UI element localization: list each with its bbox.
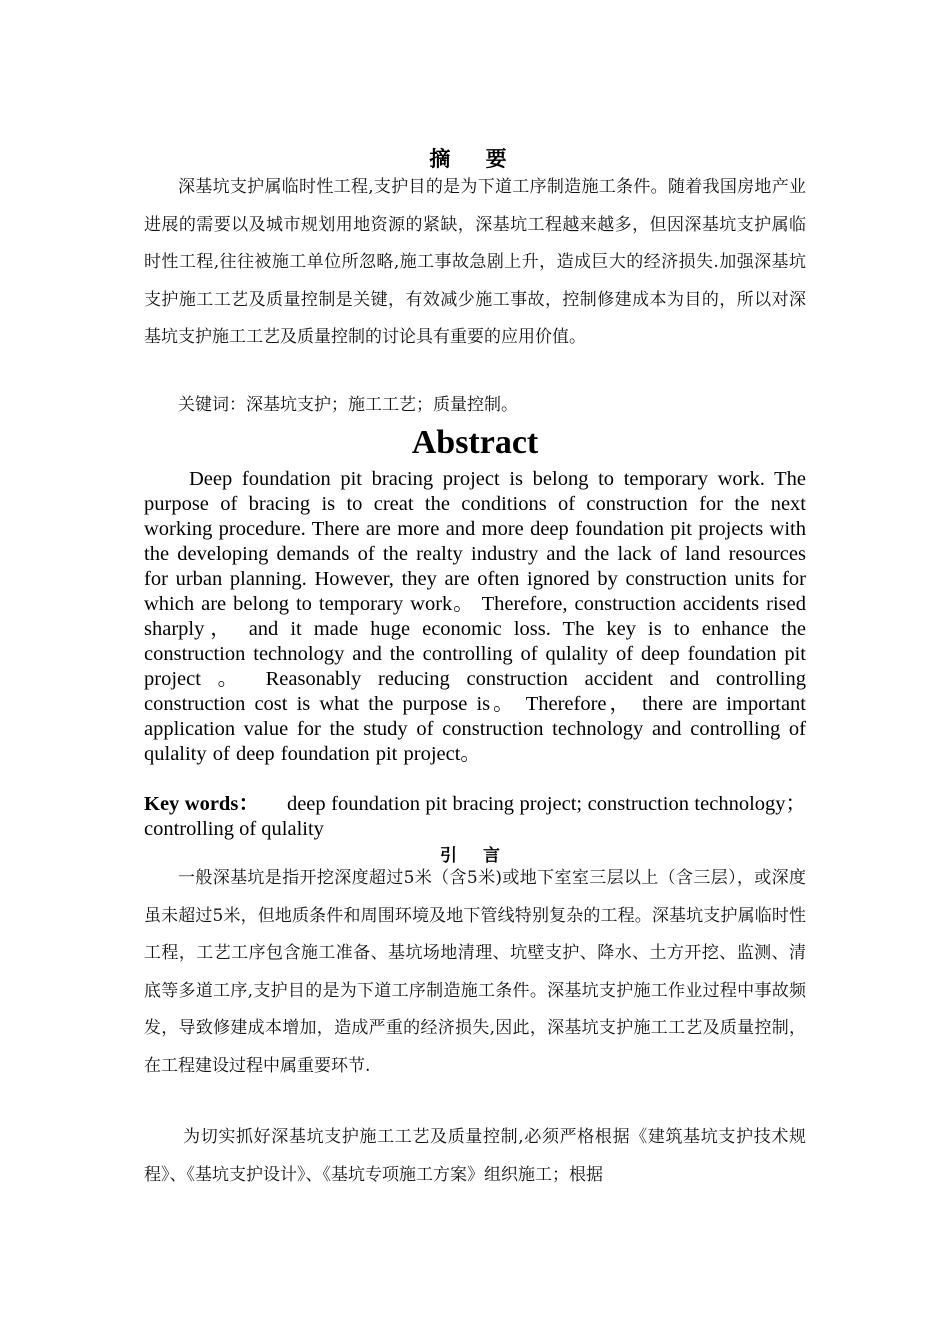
keywords-en-label: Key words： [144,793,260,815]
intro-paragraph-1: 一般深基坑是指开挖深度超过5米（含5米)或地下室室三层以上（含三层），或深度虽未超过5米，但地质条件和周围环境及地下管线特别复杂的工程。深基坑支护属临时性工程，工艺工序包含施工准备、基坑场地清理、坑壁支护、降水、土方开挖、监测、清底等多道工序,支护目的是为下道工序制造施工条件。深基坑支护施工作业过程中事故频发，导致修建成本增加，造成严重的经济损失,因此，深基坑支护施工工艺及质量控制，在工程建设过程中属重要环节. [144,868,806,1076]
abstract-cn-body: 深基坑支护属临时性工程,支护目的是为下道工序制造施工条件。随着我国房地产业进展的需要以及城市规划用地资源的紧缺，深基坑工程越来越多，但因深基坑支护属临时性工程,往往被施工单位所忽略,施工事故急剧上升，造成巨大的经济损失.加强深基坑支护施工工艺及质量控制是关键，有效减少施工事故，控制修建成本为目的，所以对深基坑支护施工工艺及质量控制的讨论具有重要的应用价值。 [144,177,806,347]
intro-title: 引 言 [440,846,510,866]
intro-paragraph-2: 为切实抓好深基坑支护施工工艺及质量控制,必须严格根据《建筑基坑支护技术规程》、《基坑支护设计》、《基坑专项施工方案》组织施工；根据 [144,1127,806,1185]
abstract-cn-title: 摘 要 [429,147,521,171]
abstract-en-title: Abstract [411,424,539,461]
abstract-en-body: Deep foundation pit bracing project is belong to temporary work. The purpose of bracing is to creat the conditions of construction for the next working procedure. There are more and more deep foundation pit projects with the developing demands of the realty industry and the lack of land resources for urban planning. However, they are often ignored by construction units for which are belong to temporary work。 Therefore, construction accidents rised sharply， and it made huge economic loss. The key is to enhance the construction technology and the controlling of qulality of deep foundation pit project 。 Reasonably reducing construction accident and controlling construction cost is what the purpose is。 Therefore， there are important application value for the study of construction technology and controlling of qulality of deep foundation pit project。 [144,468,806,765]
abstract-cn-section [144,169,806,357]
abstract-en-section [144,467,806,767]
keywords-cn: 关键词：深基坑支护；施工工艺；质量控制。 [178,395,518,415]
keywords-en-text: deep foundation pit bracing project; construction technology； controlling of qulality [144,793,807,840]
keywords-en [144,792,806,842]
